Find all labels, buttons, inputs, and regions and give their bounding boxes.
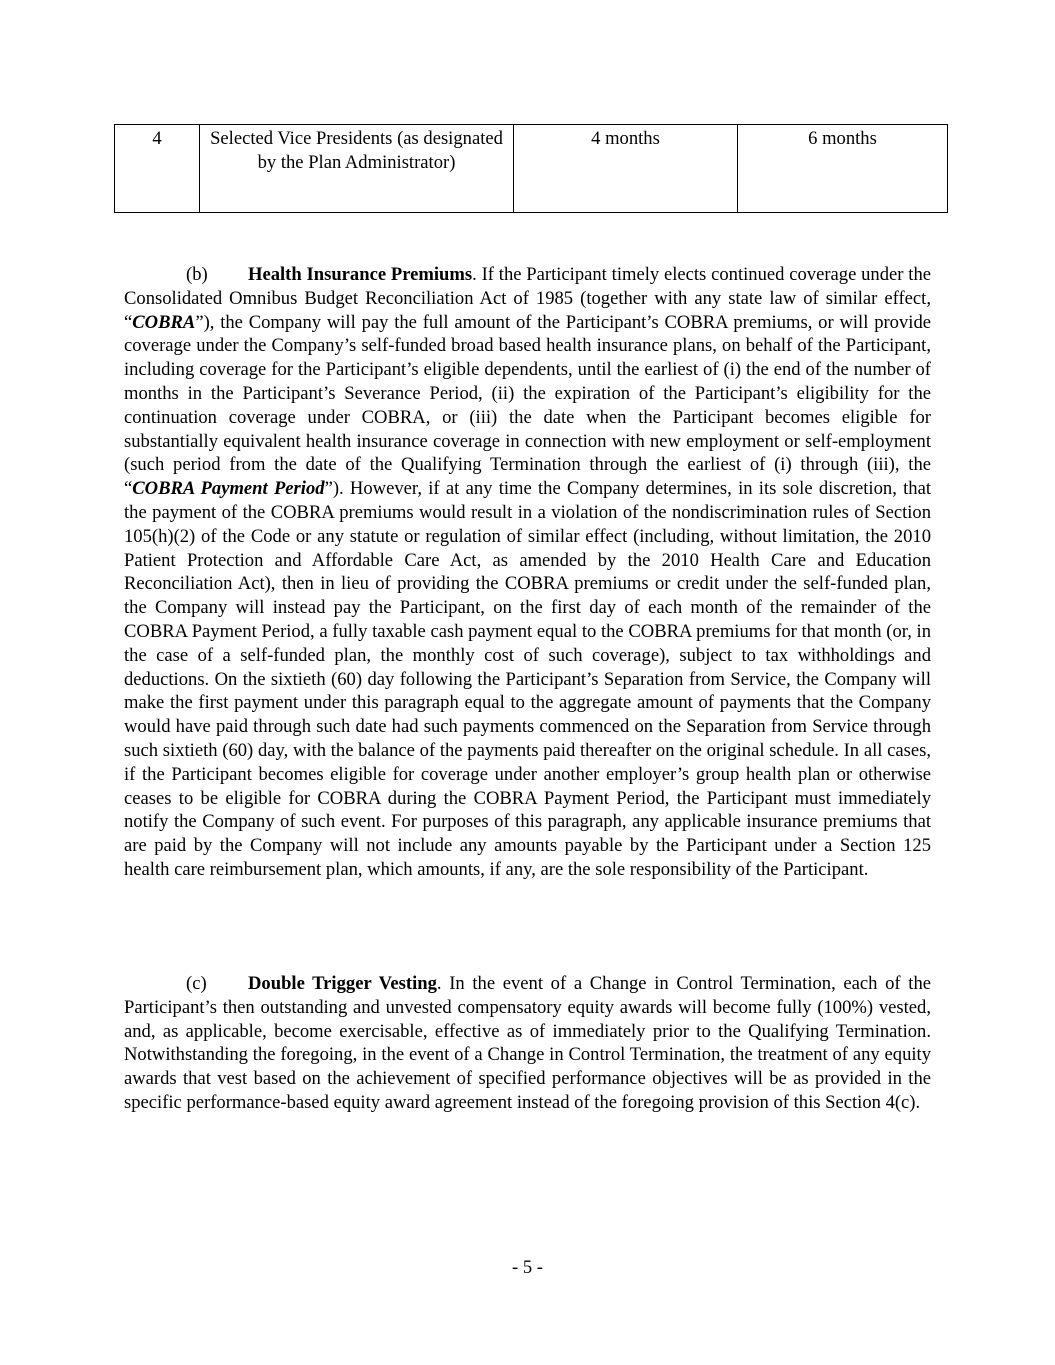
section-c-text: . In the event of a Change in Control Termination, each of the Participant’s then outstanding and unvested compensatory equity awards will become fully (100%) vested, and, as applicable, become exercisable, effective as of immediately prior to the Qualifying Termination. Notwithstanding the foregoing, in the event of a Change in Control Termination, the treatment of any equity awards that vest based on the achievement of specified performance objectives will be as provided in the specific performance-based equity award agreement instead of the foregoing provision of this Section 4(c). bbox=[124, 973, 932, 1113]
defined-term-cobra: COBRA bbox=[132, 311, 196, 333]
table-row bbox=[115, 125, 948, 213]
section-b bbox=[124, 263, 931, 882]
section-b-text-1: . If the Participant timely elects continued coverage under the Consolidated Omnibus Budget Reconciliation Act of 1985 (together with any state law of similar effect, “ bbox=[124, 264, 931, 333]
tier-cell: 4 bbox=[115, 125, 200, 213]
defined-term-cobra-payment-period: COBRA Payment Period bbox=[132, 478, 325, 500]
section-c-heading: Double Trigger Vesting bbox=[248, 973, 437, 994]
severance-period-cell: 4 months bbox=[514, 125, 738, 213]
severance-table bbox=[114, 124, 948, 213]
section-b-paragraph bbox=[124, 263, 931, 882]
section-c-label: (c) bbox=[186, 973, 207, 994]
section-b-label: (b) bbox=[186, 264, 208, 285]
section-b-text-3: ”). However, if at any time the Company determines, in its sole discretion, that the payment of the COBRA premiums would result in a violation of the nondiscrimination rules of Section 105(h)(2) of the Code or any statute or regulation of similar effect (including, without limitation, the 2010 Patient Protection and Affordable Care Act, as amended by the 2010 Health Care and Education Reconciliation Act), then in lieu of providing the COBRA premiums or credit under the self-funded plan, the Company will instead pay the Participant, on the first day of each month of the remainder of the COBRA Payment Period, a fully taxable cash payment equal to the COBRA premiums for that month (or, in the case of a self-funded plan, the monthly cost of such coverage), subject to tax withholdings and deductions. On the sixtieth (60) day following the Participant’s Separation from Service, the Company will make the first payment under this paragraph equal to the aggregate amount of payments that the Company would have paid through such date had such payments commenced on the Separation from Service through such sixtieth (60) day, with the balance of the payments paid thereafter on the original schedule. In all cases, if the Participant becomes eligible for coverage under another employer’s group health plan or otherwise ceases to be eligible for COBRA during the COBRA Payment Period, the Participant must immediately notify the Company of such event. For purposes of this paragraph, any applicable insurance premiums that are paid by the Company will not include any amounts payable by the Participant under a Section 125 health care reimbursement plan, which amounts, if any, are the sole responsibility of the Participant. bbox=[124, 478, 931, 880]
section-b-text-2: ”), the Company will pay the full amount of the Participant’s COBRA premiums, or will provide coverage under the Company’s self-funded broad based health insurance plans, on behalf of the Participant, including coverage for the Participant’s eligible dependents, until the earliest of (i) the end of the number of months in the Participant’s Severance Period, (ii) the expiration of the Participant’s eligibility for the continuation coverage under COBRA, or (iii) the date when the Participant becomes eligible for substantially equivalent health insurance coverage in connection with new employment or self-employment (such period from the date of the Qualifying Termination through the earliest of (i) through (iii), the “ bbox=[124, 311, 931, 500]
section-b-heading: Health Insurance Premiums bbox=[248, 264, 473, 285]
section-c bbox=[124, 972, 931, 1115]
page-number: - 5 - bbox=[512, 1257, 543, 1278]
section-c-paragraph bbox=[124, 972, 931, 1115]
change-in-control-period-cell: 6 months bbox=[738, 125, 948, 213]
title-cell: Selected Vice Presidents (as designated by the Plan Administrator) bbox=[200, 125, 514, 213]
severance-table-fragment bbox=[114, 124, 947, 213]
